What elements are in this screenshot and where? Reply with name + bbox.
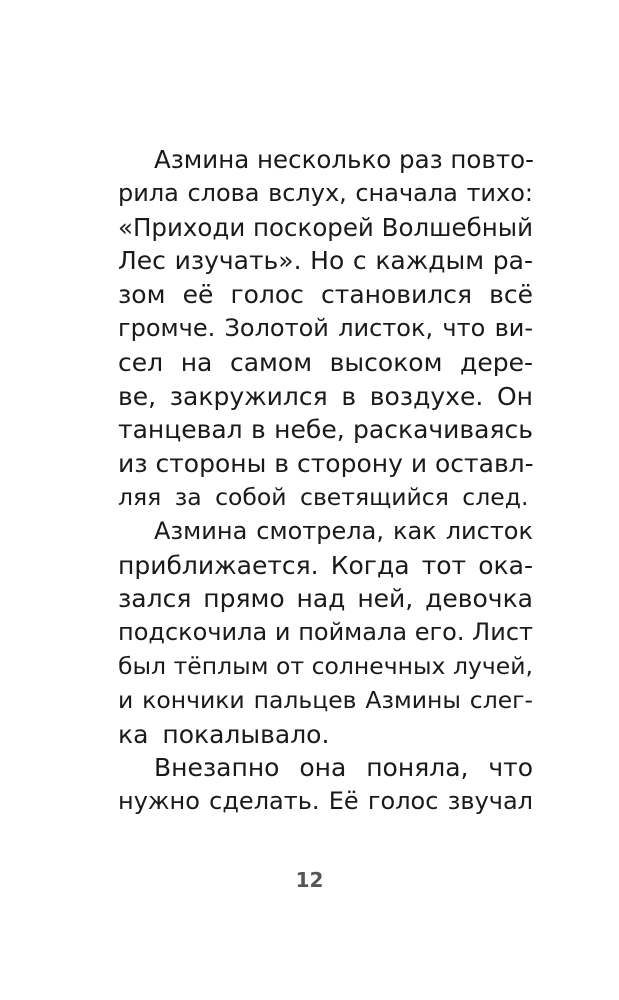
- text-line: танцевал в небе, раскачиваясь: [118, 415, 533, 445]
- page-number: 12: [295, 868, 324, 892]
- text-line: громче. Золотой листок, что ви-: [118, 313, 533, 342]
- text-line: сел на самом высоком дере-: [118, 347, 533, 377]
- text-line: Внезапно она поняла, что: [154, 753, 533, 783]
- text-line: подскочила и поймала его. Лист: [118, 618, 533, 647]
- text-line: Азмина смотрела, как листок: [154, 516, 533, 545]
- text-line: из стороны в сторону и оставл-: [118, 449, 534, 479]
- text-line: был тёплым от солнечных лучей,: [118, 651, 533, 680]
- text-line: ка покалывало.: [118, 719, 330, 749]
- text-line: рила слова вслух, сначала тихо:: [118, 178, 533, 207]
- text-line: ве, закружился в воздухе. Он: [118, 381, 533, 411]
- text-line: «Приходи поскорей Волшебный: [118, 212, 533, 242]
- text-line: зом её голос становился всё: [118, 280, 533, 310]
- text-line: Лес изучать». Но с каждым ра-: [118, 246, 533, 276]
- text-line: и кончики пальцев Азмины слег-: [118, 685, 533, 714]
- text-line: Азмина несколько раз повто-: [154, 145, 534, 174]
- text-line: ляя за собой светящийся след.: [118, 482, 529, 511]
- body-text: [118, 143, 533, 819]
- text-line: приближается. Когда тот ока-: [118, 550, 533, 580]
- text-line: нужно сделать. Её голос звучал: [118, 787, 533, 816]
- text-line: зался прямо над ней, девочка: [118, 584, 533, 614]
